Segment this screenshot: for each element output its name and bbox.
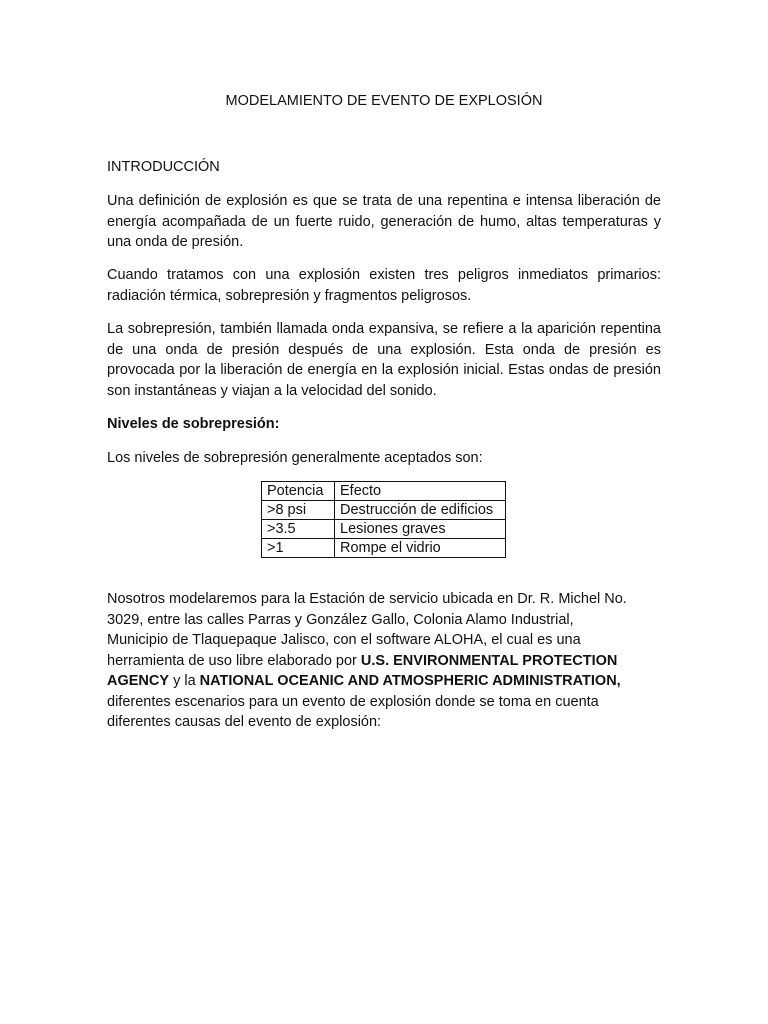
table-intro-text: Los niveles de sobrepresión generalmente aceptados son: — [107, 450, 483, 466]
subheading-text: Niveles de sobrepresión: — [107, 416, 280, 432]
table-cell-efecto: Destrucción de edificios — [335, 501, 506, 520]
paragraph-text: Cuando tratamos con una explosión existen tres peligros inmediatos primarios: radiación térmica, sobrepresión y fragmentos peligrosos. — [107, 267, 661, 304]
overpressure-levels-table — [261, 481, 506, 558]
table-row — [262, 520, 506, 539]
table-header-efecto: Efecto — [335, 482, 506, 501]
paragraph-part-1: Nosotros modelaremos para la Estación de servicio ubicada en Dr. R. Michel No. 3029, entre las calles Parras y González Gallo, Colonia Alamo Industrial, Municipio de Tlaquepaque Jalisco, con el software ALOHA, el cual es una herramienta de uso libre elaborado por — [107, 591, 627, 669]
agency-noaa: NATIONAL OCEANIC AND ATMOSPHERIC ADMINISTRATION, — [199, 673, 621, 689]
table-header-row — [262, 482, 506, 501]
table-row — [262, 501, 506, 520]
table-header-potencia: Potencia — [262, 482, 335, 501]
table-intro — [107, 448, 661, 469]
paragraph-overpressure — [107, 319, 661, 401]
paragraph-part-2: diferentes escenarios para un evento de explosión donde se toma en cuenta diferentes causas del evento de explosión: — [107, 693, 599, 730]
table-cell-potencia: >8 psi — [262, 501, 335, 520]
document-title: MODELAMIENTO DE EVENTO DE EXPLOSIÓN — [225, 93, 543, 109]
table-cell-efecto: Lesiones graves — [335, 520, 506, 539]
section-heading — [107, 157, 661, 178]
subheading-overpressure-levels — [107, 414, 661, 435]
agency-epa: U.S. ENVIRONMENTAL PROTECTION AGENCY — [107, 652, 618, 689]
table-cell-potencia: >1 — [262, 539, 335, 558]
paragraph-text: Una definición de explosión es que se trata de una repentina e intensa liberación de energía acompañada de un fuerte ruido, generación de humo, altas temperaturas y una onda de presión. — [107, 193, 661, 250]
table-row — [262, 539, 506, 558]
paragraph-text: La sobrepresión, también llamada onda expansiva, se refiere a la aparición repentina de una onda de presión después de una explosión. Esta onda de presión es provocada por la liberación de energía en la explosión inicial. Estas ondas de presión son instantáneas y viajan a la velocidad del sonido. — [107, 321, 661, 399]
paragraph-definition — [107, 191, 661, 253]
paragraph-text — [107, 589, 637, 733]
paragraph-connector: y la — [169, 673, 200, 689]
table-cell-potencia: >3.5 — [262, 520, 335, 539]
paragraph-hazards — [107, 265, 661, 306]
paragraph-modeling — [107, 589, 637, 733]
table-cell-efecto: Rompe el vidrio — [335, 539, 506, 558]
section-heading-text: INTRODUCCIÓN — [107, 159, 220, 175]
